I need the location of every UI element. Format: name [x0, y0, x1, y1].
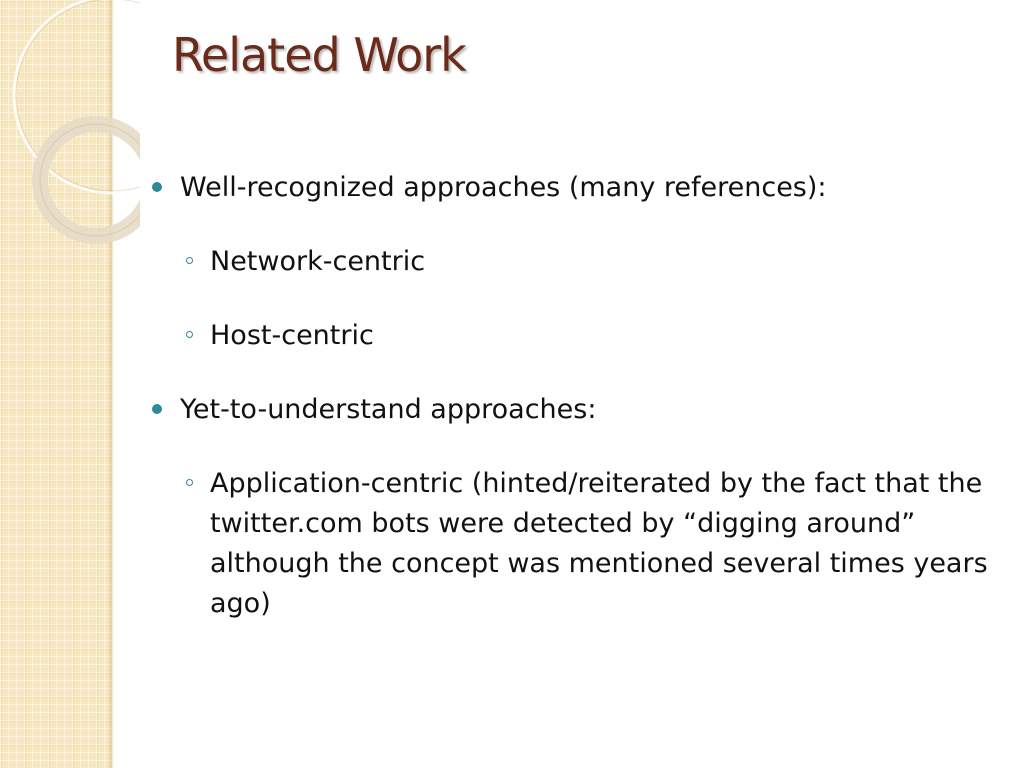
bullet-item-level1 [150, 390, 1000, 430]
decorative-ring-small [40, 124, 140, 236]
bullet-text: Yet-to-understand approaches: [180, 394, 597, 425]
slide-title: Related Work [172, 28, 466, 82]
hollow-circle-bullet-icon [186, 331, 193, 338]
bullet-text: Network-centric [210, 246, 426, 277]
bullet-item-level2 [150, 464, 1000, 624]
bullet-text: Host-centric [210, 320, 374, 351]
filled-circle-bullet-icon [152, 404, 162, 414]
bullet-list [150, 168, 1000, 624]
decorative-rings [0, 0, 140, 260]
bullet-item-level2 [150, 242, 1000, 282]
bullet-text: Application-centric (hinted/reiterated by the fact that the twitter.com bots were detected by “digging around” although the concept was mentioned several times years ago) [210, 468, 988, 619]
hollow-circle-bullet-icon [186, 479, 193, 486]
hollow-circle-bullet-icon [186, 257, 193, 264]
bullet-text: Well-recognized approaches (many references): [180, 172, 827, 203]
decorative-ring-large [14, 0, 140, 193]
filled-circle-bullet-icon [152, 182, 162, 192]
bullet-item-level2 [150, 316, 1000, 356]
bullet-item-level1 [150, 168, 1000, 208]
